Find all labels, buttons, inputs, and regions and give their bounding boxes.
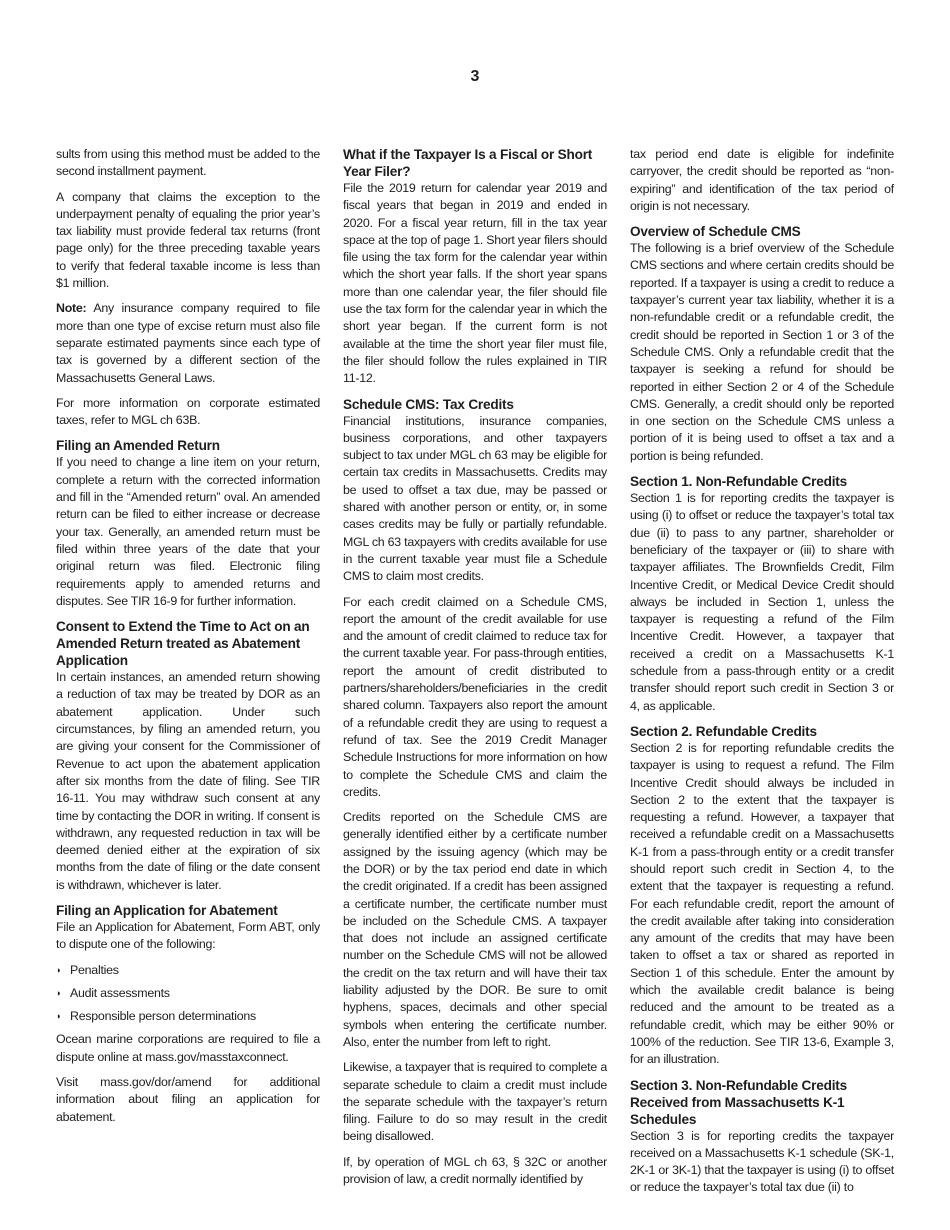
paragraph-overview-cms: The following is a brief overview of the Schedule CMS sections and where certain credits should be reported. If a taxpayer is using a credit to reduce a taxpayer’s current year tax liability, whether it is a non-refundable credit or a refundable credit, the credit should be reported in Section 1 or 3 of the Schedule CMS. Only a refundable credit that the taxpayer is seeking a refund for should be reported in either Section 2 or 4 of the Schedule CMS. Generally, a credit should only be reported in one section on the Schedule CMS unless a portion of it is being used to offset a tax and a portion is being refunded. — [630, 241, 894, 463]
paragraph-continued: sults from using this method must be added to the second installment payment. — [56, 147, 320, 179]
paragraph-ocean-marine: Ocean marine corporations are required to file a dispute online at mass.gov/masstaxconnect. — [56, 1032, 320, 1064]
heading-amended-return: Filing an Amended Return — [56, 438, 220, 454]
section-amended-return — [56, 437, 320, 610]
paragraph-credits-reported: Credits reported on the Schedule CMS are generally identified either by a certificate number assigned by the issuing agency (which may be the DOR) or by the tax period end date in which the credit originated. If a credit has been assigned a certificate number, the certificate number must be included on the Schedule CMS. A taxpayer that does not include an assigned certificate number on the Schedule CMS will not be allowed the credit on the tax return and will have their tax liability adjusted by the DOR. Be sure to omit hyphens, spaces, decimals and other special symbols when entering the certificate number. Also, enter the number from left to right. — [343, 810, 607, 1049]
column-3 — [630, 146, 894, 1205]
paragraph-each-credit: For each credit claimed on a Schedule CMS, report the amount of the credit available for use and the amount of credit claimed to reduce tax for the current taxable year. For pass-through entities, report the amount of credit distributed to partners/shareholders/beneficiaries in the credit shared column. Taxpayers also report the amount of a refundable credit they are using to request a refund of tax. See the 2019 Credit Manager Schedule Instructions for more information on how to complete the Schedule CMS and claim the credits. — [343, 594, 607, 799]
paragraph-likewise: Likewise, a taxpayer that is required to complete a separate schedule to claim a credit must include the separate schedule with the taxpayer’s return filing. Failure to do so may result in the credit being disallowed. — [343, 1060, 607, 1144]
paragraph-operation: If, by operation of MGL ch 63, § 32C or another provision of law, a credit normally identified by — [343, 1154, 607, 1187]
paragraph-section-3: Section 3 is for reporting credits the taxpayer received on a Massachusetts K-1 schedule (SK-1, 2K-1 or 3K-1) that the taxpayer is using (i) to offset or reduce the taxpayer’s total tax due (ii) to — [630, 1128, 894, 1195]
note-paragraph — [56, 300, 320, 386]
paragraph-abatement: File an Application for Abatement, Form ABT, only to dispute one of the following: — [56, 919, 320, 952]
page-number: 3 — [470, 68, 480, 85]
section-fiscal-year — [343, 146, 607, 388]
heading-section-3: Section 3. Non-Refundable Credits Received from Massachusetts K-1 Schedules — [630, 1077, 847, 1127]
bullet-icon: ◗ — [56, 964, 62, 975]
paragraph-amended-return: If you need to change a line item on your return, complete a return with the corrected information and fill in the “Amended return” oval. An amended return can be filed to either increase or decrease your tax. Generally, an amended return must be filed within three years of the date that your original return was filed. Electronic filing requirements apply to amended returns and disputes. See TIR 16-9 for further information. — [56, 455, 320, 608]
heading-section-1: Section 1. Non-Refundable Credits — [630, 474, 847, 490]
heading-consent-extend: Consent to Extend the Time to Act on an Amended Return treated as Abatement Application — [56, 619, 310, 669]
note-label: Note: — [56, 301, 87, 316]
section-3 — [630, 1077, 894, 1197]
paragraph-carryover: tax period end date is eligible for indefinite carryover, the credit should be reported as “non-expiring” and identification of the tax period of origin is not necessary. — [630, 147, 894, 213]
column-2 — [343, 146, 607, 1196]
list-item-label: Responsible person determinations — [70, 1009, 256, 1024]
list-item — [56, 1008, 320, 1025]
column-1 — [56, 146, 320, 1134]
abatement-list — [56, 962, 320, 1026]
heading-abatement: Filing an Application for Abatement — [56, 902, 278, 918]
paragraph-visit: Visit mass.gov/dor/amend for additional information about filing an application for abatement. — [56, 1075, 320, 1124]
paragraph-fiscal-year: File the 2019 return for calendar year 2019 and fiscal years that began in 2019 and ended in 2020. For a fiscal year return, fill in the tax year space at the top of page 1. Short year filers should file using the tax form for the calendar year within which the short year falls. If the short year spans more than one calendar year, the filer should file use the tax form for the calendar year in which the short year began. If the current form is not available at the time the short year filer must file, the filer should follow the rules explained in TIR 11-12. — [343, 181, 607, 386]
note-text: Any insurance company required to file more than one type of excise return must also file separate estimated payments since each type of tax is governed by a different section of the Massachusetts General Laws. — [56, 301, 320, 385]
heading-fiscal-year: What if the Taxpayer Is a Fiscal or Short Year Filer? — [343, 147, 593, 179]
section-abatement — [56, 902, 320, 1126]
heading-section-2: Section 2. Refundable Credits — [630, 723, 817, 739]
bullet-icon: ◗ — [56, 987, 62, 998]
paragraph-more-info: For more information on corporate estimated taxes, refer to MGL ch 63B. — [56, 395, 320, 428]
paragraph-section-2: Section 2 is for reporting refundable credits the taxpayer is using to request a refund. The Film Incentive Credit should always be included in Section 2 to the extent that the taxpayer is requesting a refund. However, a taxpayer that received a refundable credit on a Massachusetts K-1 from a pass-through entity or a credit transfer should report such credit in Section 4, to the extent that the taxpayer is requesting a refund. For each refundable credit, report the amount of the credit available after taking into consideration any amount of the credits that may have been taken to offset a tax or shared as reported in Section 1 of this schedule. Enter the amount by which the available credit balance is being reduced and the amount to be treated as a refundable credit, which may be either 90% or 100% of the reduction. See TIR 13-6, Example 3, for an illustration. — [630, 740, 894, 1067]
list-item-label: Audit assessments — [70, 985, 170, 1000]
section-2 — [630, 723, 894, 1069]
paragraph-consent-extend: In certain instances, an amended return showing a reduction of tax may be treated by DOR as an abatement application. Under such circumstances, by filing an amended return, you are giving your consent for the Commissioner of Revenue to act upon the abatement application after six months from the date of filing. See TIR 16-11. You may withdraw such consent at any time by contacting the DOR in writing. If consent is withdrawn, any requested reduction in tax will be deemed denied either at the expiration of six months from the date of filing or the date consent is withdrawn, whichever is later. — [56, 670, 320, 892]
heading-schedule-cms: Schedule CMS: Tax Credits — [343, 396, 514, 412]
section-1 — [630, 473, 894, 715]
heading-overview-cms: Overview of Schedule CMS — [630, 224, 801, 240]
paragraph-schedule-cms: Financial institutions, insurance companies, business corporations, and other taxpayers subject to tax under MGL ch 63 may be eligible for certain tax credits in Massachusetts. Credits may be used to offset a tax due, may be passed or shared with another person or entity, or, in some cases credits may be fully or partially refundable. MGL ch 63 taxpayers with credits available for use in the current taxable year must file a Schedule CMS to claim most credits. — [343, 413, 607, 584]
paragraph-section-1: Section 1 is for reporting credits the taxpayer is using (i) to offset or reduce the taxpayer’s total tax due (ii) to pass to any partner, shareholder or beneficiary of the taxpayer or (iii) to share with taxpayer affiliates. The Brownfields Credit, Film Incentive Credit, or Medical Device Credit should always be included in Section 1, unless the taxpayer is requesting a refund of the Film Incentive Credit. However, a taxpayer that received a credit on a Massachusetts K-1 schedule from a pass-through entity or a credit transfer should report such credit in Section 3 or 4, as applicable. — [630, 491, 894, 713]
list-item — [56, 962, 320, 979]
section-schedule-cms — [343, 396, 607, 1189]
list-item — [56, 985, 320, 1002]
paragraph-underpayment-exception: A company that claims the exception to the underpayment penalty of equaling the prior year’s tax liability must provide federal tax returns (front page only) for the three preceding taxable years to verify that federal taxable income is less than $1 million. — [56, 189, 320, 291]
list-item-label: Penalties — [70, 962, 119, 977]
section-consent-extend — [56, 618, 320, 894]
bullet-icon: ◗ — [56, 1011, 62, 1022]
section-overview-cms — [630, 223, 894, 465]
